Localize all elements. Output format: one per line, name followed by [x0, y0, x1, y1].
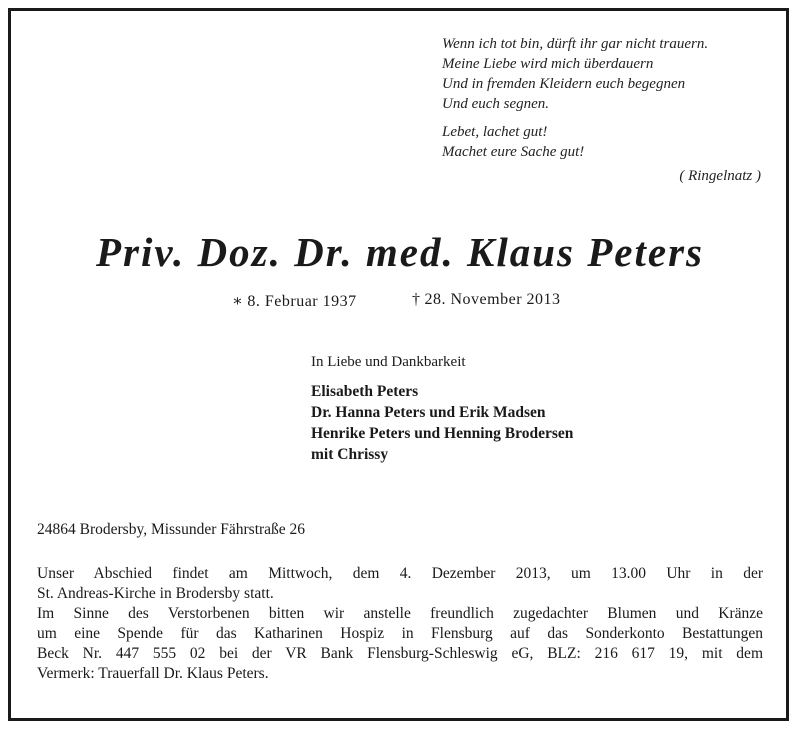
notice-line: Unser Abschied findet am Mittwoch, dem 4. Dezember 2013, um 13.00 Uhr in der: [37, 565, 763, 582]
notice-text: [37, 564, 763, 684]
family-address: 24864 Brodersby, Missunder Fährstraße 26: [37, 521, 306, 538]
mourners-block: [311, 352, 573, 465]
mourner-name: mit Chrissy: [311, 446, 389, 463]
poem-line: Und euch segnen.: [442, 96, 550, 112]
death-date: [412, 291, 561, 309]
birth-date: [232, 291, 357, 311]
poem-line: Lebet, lachet gut!: [442, 124, 548, 140]
notice-line: um eine Spende für das Katharinen Hospiz in Flensburg auf das Sonderkonto Bestattungen: [37, 625, 763, 642]
poem-line: Wenn ich tot bin, dürft ihr gar nicht trauern.: [442, 36, 709, 52]
poem-line: Machet eure Sache gut!: [442, 144, 585, 160]
mourner-name: Elisabeth Peters: [311, 383, 419, 400]
notice-line: Vermerk: Trauerfall Dr. Klaus Peters.: [37, 665, 269, 682]
poem-line: Und in fremden Kleidern euch begegnen: [442, 76, 686, 92]
farewell-paragraph: [37, 564, 763, 604]
poem-stanza-2: [442, 122, 767, 162]
donation-paragraph: [37, 604, 763, 684]
mourner-name: Henrike Peters und Henning Brodersen: [311, 425, 574, 442]
deceased-name: Priv. Doz. Dr. med. Klaus Peters: [95, 229, 704, 275]
death-date-text: 28. November 2013: [424, 291, 561, 308]
birth-star-icon: ∗: [232, 293, 244, 310]
poem-attribution: ( Ringelnatz ): [679, 168, 761, 184]
notice-line: St. Andreas-Kirche in Brodersby statt.: [37, 585, 274, 602]
notice-line: Beck Nr. 447 555 02 bei der VR Bank Flensburg-Schleswig eG, BLZ: 216 617 19, mit dem: [37, 645, 763, 662]
notice-line: Im Sinne des Verstorbenen bitten wir anstelle freundlich zugedachter Blumen und Kränze: [37, 605, 763, 622]
birth-date-text: 8. Februar 1937: [247, 293, 357, 310]
mourner-name: Dr. Hanna Peters und Erik Madsen: [311, 404, 546, 421]
mourners-intro: In Liebe und Dankbarkeit: [311, 354, 466, 370]
memorial-poem: [442, 34, 767, 186]
death-cross-icon: †: [412, 291, 421, 308]
poem-stanza-1: [442, 34, 767, 114]
poem-line: Meine Liebe wird mich überdauern: [442, 56, 654, 72]
